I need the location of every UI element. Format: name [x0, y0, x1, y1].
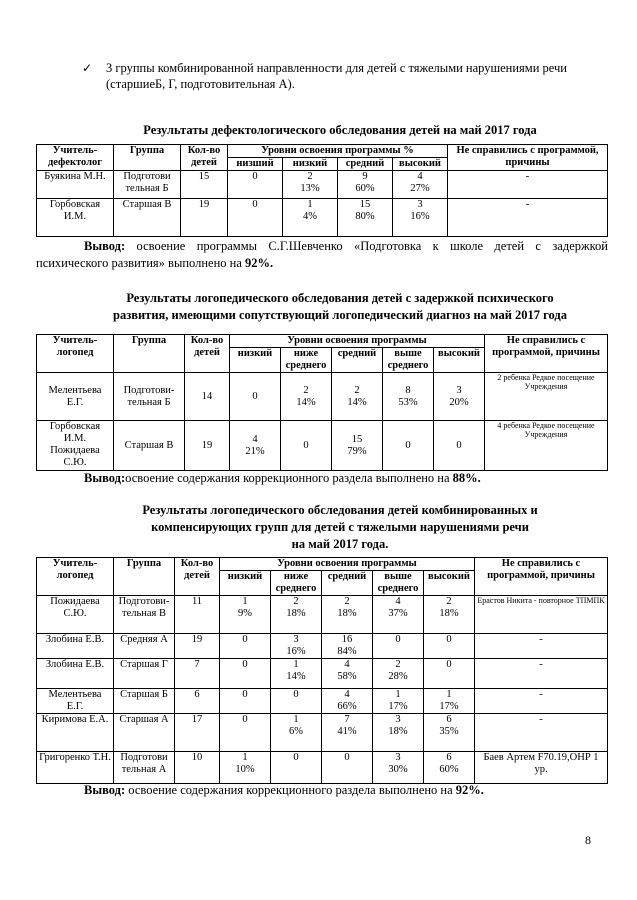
cell-value	[393, 171, 448, 199]
t2-h-lv3: средний	[332, 348, 383, 373]
cell-value	[281, 421, 332, 471]
cell-teacher: Мелентьева Е.Г.	[37, 373, 114, 421]
value-count: 0	[252, 390, 258, 402]
cell-value	[322, 659, 373, 689]
value-count: 3	[456, 384, 462, 396]
cell-value	[393, 199, 448, 237]
cell-fail: -	[475, 714, 608, 752]
cell-value: 0	[228, 171, 283, 199]
cell-value	[220, 634, 271, 659]
cell-fail: -	[475, 634, 608, 659]
cell-value	[271, 634, 322, 659]
cell-value	[424, 689, 475, 714]
table-row	[37, 714, 608, 752]
cell-value	[220, 659, 271, 689]
value-count: 15	[359, 199, 371, 210]
conclusion-label: Вывод:	[84, 239, 126, 253]
value-count: 15	[351, 433, 363, 445]
value-count: 1	[446, 689, 452, 700]
cell-fail: 4 ребенка Редкое посещение Учреждения	[485, 421, 608, 471]
value-pct: 6%	[289, 726, 303, 737]
value-pct: 21%	[245, 445, 265, 457]
table-row	[37, 199, 608, 237]
cell-value	[271, 752, 322, 784]
cell-count: 10	[175, 752, 220, 784]
cell-value	[271, 659, 322, 689]
cell-value	[220, 714, 271, 752]
value-count: 0	[293, 689, 299, 700]
value-count: 6	[446, 714, 452, 725]
cell-value	[338, 171, 393, 199]
cell-count: 14	[185, 373, 230, 421]
cell-count: 15	[181, 171, 228, 199]
cell-value	[424, 752, 475, 784]
t2-h-lv5: высокий	[434, 348, 485, 373]
value-count: 0	[242, 689, 248, 700]
cell-group: Подготови тельная А	[114, 752, 175, 784]
value-pct: 80%	[355, 211, 375, 222]
cell-group: Средняя А	[114, 634, 175, 659]
cell-value	[424, 714, 475, 752]
cell-fail: Баев Артем F70.19,ОНР 1 ур.	[475, 752, 608, 784]
value-count: 1	[307, 199, 313, 210]
cell-fail: Ерастов Никита - повторное ТПМПК	[475, 596, 608, 634]
t1-h-lv4: высокий	[393, 158, 448, 171]
cell-teacher: Злобина Е.В.	[37, 634, 114, 659]
value-count: 9	[362, 171, 368, 182]
table3	[36, 557, 608, 784]
t1-h-count: Кол-во детей	[181, 145, 228, 171]
t3-h-levels: Уровни освоения программы	[220, 558, 475, 571]
value-count: 0	[405, 439, 411, 451]
value-pct: 20%	[449, 396, 469, 408]
value-count: 0	[242, 634, 248, 645]
table-row	[37, 373, 608, 421]
value-count: 0	[303, 439, 309, 451]
value-pct: 58%	[337, 671, 357, 682]
cell-value	[434, 421, 485, 471]
t3-h-count: Кол-во детей	[175, 558, 220, 596]
cell-teacher: Григоренко Т.Н.	[37, 752, 114, 784]
value-pct: 35%	[439, 726, 459, 737]
value-count: 2	[446, 596, 452, 607]
t2-h-levels: Уровни освоения программы	[230, 335, 485, 348]
value-count: 0	[395, 634, 401, 645]
value-count: 1	[395, 689, 401, 700]
value-pct: 14%	[296, 396, 316, 408]
t3-h-lv3: средний	[322, 571, 373, 596]
conclusion-value: 92%.	[245, 256, 274, 270]
value-pct: 28%	[388, 671, 408, 682]
t3-h-teacher: Учитель-логопед	[37, 558, 114, 596]
value-count: 3	[395, 714, 401, 725]
value-count: 2	[344, 596, 350, 607]
cell-teacher: Мелентьева Е.Г.	[37, 689, 114, 714]
value-count: 6	[446, 752, 452, 763]
value-pct: 16%	[410, 211, 430, 222]
t3-h-fail: Не справились с программой, причины	[475, 558, 608, 596]
cell-value	[271, 689, 322, 714]
table-row	[37, 171, 608, 199]
t1-h-group: Группа	[114, 145, 181, 171]
value-pct: 14%	[286, 671, 306, 682]
value-count: 2	[395, 659, 401, 670]
value-pct: 18%	[286, 608, 306, 619]
t3-h-lv5: высокий	[424, 571, 475, 596]
t2-h-fail: Не справились с программой, причины	[485, 335, 608, 373]
value-pct: 10%	[235, 764, 255, 775]
conclusion-1	[36, 238, 608, 272]
cell-group: Старшая В	[114, 199, 181, 237]
cell-fail: -	[475, 659, 608, 689]
value-count: 3	[417, 199, 423, 210]
cell-group: Подготови тельная Б	[114, 171, 181, 199]
value-count: 0	[242, 659, 248, 670]
value-pct: 16%	[286, 646, 306, 657]
value-pct: 4%	[303, 211, 317, 222]
t2-h-count: Кол-во детей	[185, 335, 230, 373]
table-row	[37, 689, 608, 714]
cell-count: 7	[175, 659, 220, 689]
table3-body	[37, 596, 608, 784]
conclusion-2	[84, 470, 614, 487]
value-count: 1	[242, 752, 248, 763]
value-count: 1	[293, 659, 299, 670]
t3-h-lv2: ниже среднего	[271, 571, 322, 596]
t1-h-lv3: средний	[338, 158, 393, 171]
value-pct: 60%	[439, 764, 459, 775]
value-count: 0	[344, 752, 350, 763]
value-count: 2	[354, 384, 360, 396]
table-row	[37, 596, 608, 634]
t1-h-lv1: низший	[228, 158, 283, 171]
conclusion-text: освоение содержания коррекционного раздела выполнено на	[125, 471, 453, 485]
page-number: 8	[585, 833, 591, 847]
table1-title: Результаты дефектологического обследования детей на май 2017 года	[143, 123, 537, 137]
table2	[36, 334, 608, 471]
cell-value	[373, 689, 424, 714]
cell-teacher: Буякина М.Н.	[37, 171, 114, 199]
cell-value	[373, 596, 424, 634]
value-count: 4	[344, 659, 350, 670]
cell-value	[220, 752, 271, 784]
cell-group: Старшая В	[114, 421, 185, 471]
cell-count: 6	[175, 689, 220, 714]
t3-h-lv1: низкий	[220, 571, 271, 596]
value-pct: 27%	[410, 183, 430, 194]
table3-title	[40, 502, 637, 553]
value-count: 8	[405, 384, 411, 396]
cell-value	[322, 689, 373, 714]
cell-value	[383, 373, 434, 421]
cell-value	[271, 714, 322, 752]
cell-value	[424, 596, 475, 634]
cell-count: 19	[185, 421, 230, 471]
table2-title	[40, 290, 637, 324]
conclusion-text: освоение программы С.Г.Шевченко «Подготовка к школе детей с задержкой психического развития» выполнено на	[36, 239, 608, 270]
bullet-item	[82, 60, 602, 92]
value-pct: 79%	[347, 445, 367, 457]
cell-value	[322, 596, 373, 634]
cell-fail: -	[475, 689, 608, 714]
value-count: 0	[242, 714, 248, 725]
cell-count: 19	[181, 199, 228, 237]
table-row	[37, 421, 608, 471]
t1-h-teacher: Учитель-дефектолог	[37, 145, 114, 171]
table-row	[37, 634, 608, 659]
cell-value	[322, 714, 373, 752]
conclusion-value: 92%.	[455, 783, 484, 797]
value-count: 4	[395, 596, 401, 607]
value-count: 3	[395, 752, 401, 763]
table1	[36, 144, 608, 237]
t2-h-lv1: низкий	[230, 348, 281, 373]
cell-fail: -	[448, 171, 608, 199]
table-row	[37, 752, 608, 784]
cell-value	[373, 659, 424, 689]
t1-h-lv2: низкий	[283, 158, 338, 171]
cell-value	[283, 199, 338, 237]
table2-title-line2: развития, имеющими сопутствующий логопедический диагноз на май 2017 года	[113, 308, 567, 322]
cell-teacher: Пожидаева С.Ю.	[37, 596, 114, 634]
value-count: 1	[293, 714, 299, 725]
value-pct: 18%	[439, 608, 459, 619]
cell-count: 11	[175, 596, 220, 634]
cell-value	[271, 596, 322, 634]
cell-teacher: Злобина Е.В.	[37, 659, 114, 689]
value-pct: 14%	[347, 396, 367, 408]
cell-value	[434, 373, 485, 421]
value-count: 2	[307, 171, 313, 182]
cell-group: Подготови-тельная Б	[114, 373, 185, 421]
cell-group: Подготови-тельная В	[114, 596, 175, 634]
value-count: 2	[293, 596, 299, 607]
value-pct: 41%	[337, 726, 357, 737]
value-pct: 17%	[388, 701, 408, 712]
cell-value	[281, 373, 332, 421]
value-count: 4	[252, 433, 258, 445]
value-pct: 13%	[300, 183, 320, 194]
cell-count: 17	[175, 714, 220, 752]
cell-value	[230, 373, 281, 421]
cell-value	[373, 752, 424, 784]
t3-h-lv4: выше среднего	[373, 571, 424, 596]
cell-teacher: Горбовская И.М. Пожидаева С.Ю.	[37, 421, 114, 471]
value-count: 0	[456, 439, 462, 451]
t1-h-levels: Уровни освоения программы %	[228, 145, 448, 158]
cell-value	[373, 634, 424, 659]
value-count: 16	[341, 634, 353, 645]
value-count: 7	[344, 714, 350, 725]
t2-h-group: Группа	[114, 335, 185, 373]
cell-value	[383, 421, 434, 471]
table3-title-line3: на май 2017 года.	[291, 537, 389, 551]
t2-h-teacher: Учитель-логопед	[37, 335, 114, 373]
value-pct: 18%	[388, 726, 408, 737]
cell-value	[373, 714, 424, 752]
value-pct: 30%	[388, 764, 408, 775]
value-count: 0	[293, 752, 299, 763]
cell-value	[322, 634, 373, 659]
cell-value	[230, 421, 281, 471]
bullet-text: 3 группы комбинированной направленности для детей с тяжелыми нарушениями речи (старшиеБ, Г, подготовительная А).	[106, 61, 567, 91]
conclusion-text: освоение содержания коррекционного раздела выполнено на	[125, 783, 456, 797]
cell-value	[332, 421, 383, 471]
cell-value	[332, 373, 383, 421]
value-pct: 9%	[238, 608, 252, 619]
value-count: 2	[303, 384, 309, 396]
t2-h-lv4: выше среднего	[383, 348, 434, 373]
checkmark-icon: ✓	[82, 61, 93, 75]
cell-group: Старшая А	[114, 714, 175, 752]
table-row	[37, 659, 608, 689]
t2-h-lv2: ниже среднего	[281, 348, 332, 373]
conclusion-label: Вывод:	[84, 783, 126, 797]
value-pct: 60%	[355, 183, 375, 194]
cell-value	[220, 689, 271, 714]
table3-title-line1: Результаты логопедического обследования детей комбинированных и	[142, 503, 538, 517]
value-count: 4	[417, 171, 423, 182]
cell-value	[322, 752, 373, 784]
value-pct: 66%	[337, 701, 357, 712]
cell-fail: 2 ребенка Редкое посещение Учреждения	[485, 373, 608, 421]
table2-title-line1: Результаты логопедического обследования детей с задержкой психического	[126, 291, 554, 305]
conclusion-3	[84, 782, 614, 799]
value-pct: 53%	[398, 396, 418, 408]
cell-group: Старшая Г	[114, 659, 175, 689]
value-count: 4	[344, 689, 350, 700]
cell-teacher: Киримова Е.А.	[37, 714, 114, 752]
value-count: 1	[242, 596, 248, 607]
t1-h-fail: Не справились с программой, причины	[448, 145, 608, 171]
conclusion-value: 88%.	[452, 471, 481, 485]
cell-group: Старшая Б	[114, 689, 175, 714]
conclusion-label: Вывод:	[84, 471, 126, 485]
cell-value	[283, 171, 338, 199]
cell-value	[338, 199, 393, 237]
cell-value: 0	[228, 199, 283, 237]
cell-value	[220, 596, 271, 634]
cell-value	[424, 634, 475, 659]
cell-teacher: Горбовская И.М.	[37, 199, 114, 237]
value-count: 3	[293, 634, 299, 645]
value-count: 0	[446, 659, 452, 670]
value-count: 0	[446, 634, 452, 645]
value-pct: 84%	[337, 646, 357, 657]
cell-count: 19	[175, 634, 220, 659]
value-pct: 18%	[337, 608, 357, 619]
cell-fail: -	[448, 199, 608, 237]
t3-h-group: Группа	[114, 558, 175, 596]
cell-value	[424, 659, 475, 689]
value-pct: 37%	[388, 608, 408, 619]
value-pct: 17%	[439, 701, 459, 712]
table3-title-line2: компенсирующих групп для детей с тяжелыми нарушениями речи	[151, 520, 529, 534]
